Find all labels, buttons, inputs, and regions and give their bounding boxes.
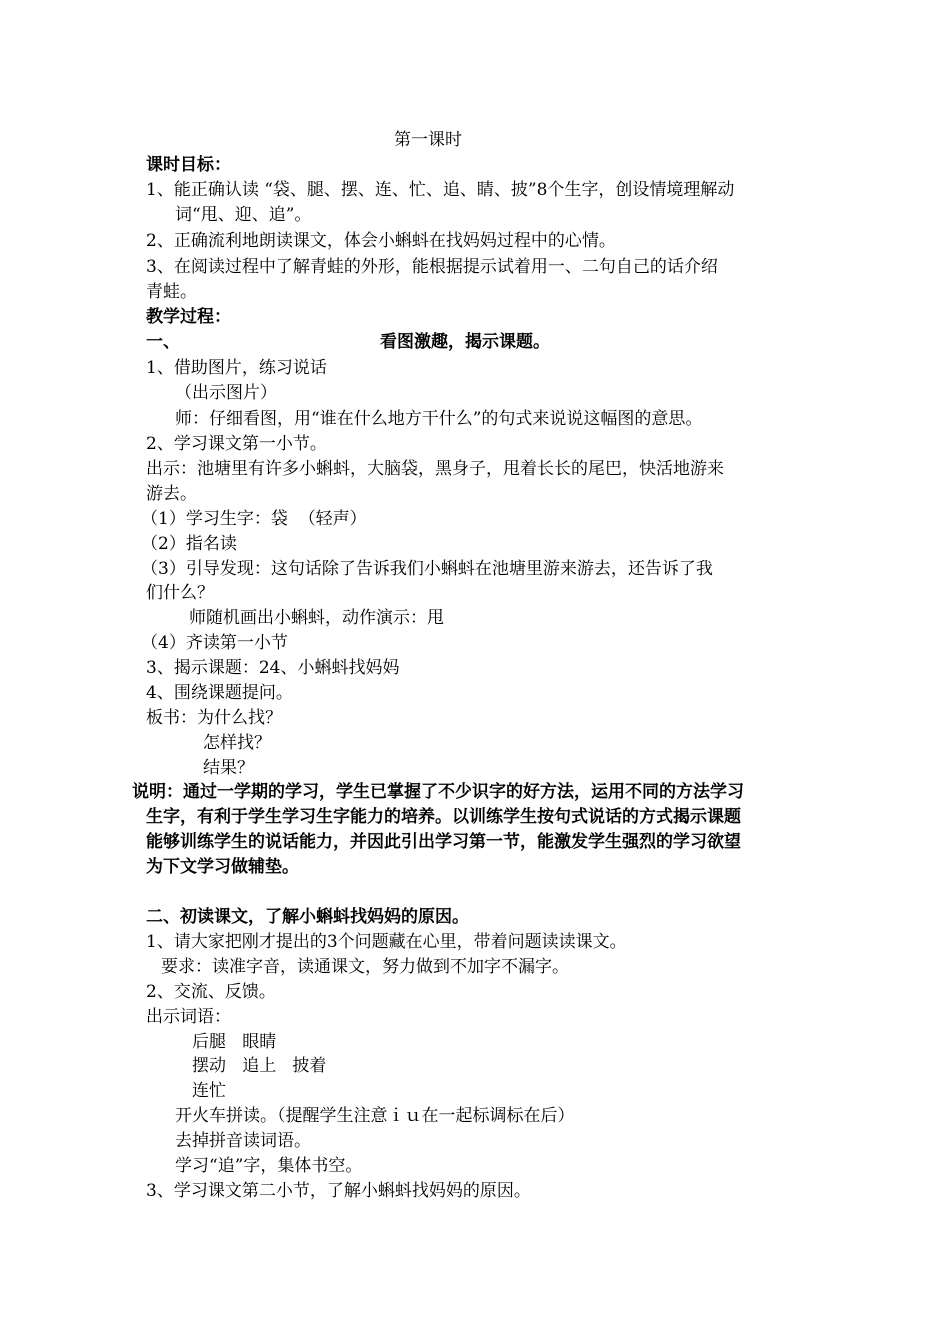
note-line-1: 说明：通过一学期的学习，学生已掌握了不少识字的好方法，运用不同的方法学习 [132,782,744,802]
step-1-2-part-3-line-3: 师随机画出小蝌蚪，动作演示：甩 [189,608,444,628]
note-line-4: 为下文学习做辅垫。 [146,857,299,877]
train-reading: 开火车拼读。（提醒学生注意ｉｕ在一起标调标在后） [175,1106,575,1126]
objective-3-line-1: 3、在阅读过程中了解青蛙的外形，能根据提示试着用一、二句自己的话介绍 [146,257,718,277]
step-2-3: 3、学习课文第二小节，了解小蝌蚪找妈妈的原因。 [146,1181,531,1201]
words-label: 出示词语： [146,1007,231,1027]
words-row-3: 连忙 [192,1081,226,1101]
objective-2: 2、正确流利地朗读课文，体会小蝌蚪在找妈妈过程中的心情。 [146,231,616,251]
step-2-1: 1、请大家把刚才提出的3个问题藏在心里，带着问题读读课文。 [146,932,627,952]
objective-1-line-1: 1、能正确认读 “袋、腿、摆、连、忙、追、睛、披”8个生字，创设情境理解动 [146,180,735,200]
step-1-1: 1、借助图片，练习说话 [146,358,327,378]
step-1-1-teacher: 师：仔细看图，用“谁在什么地方干什么”的句式来说说这幅图的意思。 [175,409,703,429]
step-1-3: 3、揭示课题：24、小蝌蚪找妈妈 [146,658,400,678]
note-line-2: 生字，有利于学生学习生字能力的培养。以训练学生按句式说话的方式揭示课题 [146,807,741,827]
step-1-2-part-2: （2）指名读 [141,534,237,554]
words-row-2: 摆动 追上 披着 [192,1056,327,1076]
step-1-2-show-line-1: 出示：池塘里有许多小蝌蚪，大脑袋，黑身子，甩着长长的尾巴，快活地游来 [146,459,724,479]
step-1-2-part-1: （1）学习生字：袋 （轻声） [141,509,367,529]
process-heading: 教学过程： [146,307,231,327]
step-1-2-part-3-line-2: 们什么？ [146,583,214,603]
step-1-4: 4、围绕课题提问。 [146,683,293,703]
section-2-title: 二、初读课文，了解小蝌蚪找妈妈的原因。 [146,907,469,927]
step-1-2-show-line-2: 游去。 [146,484,197,504]
board-line-3: 结果？ [203,758,254,778]
board-line-1: 板书：为什么找？ [146,708,282,728]
section-1-title: 看图激趣，揭示课题。 [380,332,550,352]
objective-3-line-2: 青蛙。 [146,282,197,302]
step-1-2: 2、学习课文第一小节。 [146,434,327,454]
objective-1-line-2: 词“甩、迎、追”。 [175,205,312,225]
step-1-2-part-3-line-1: （3）引导发现：这句话除了告诉我们小蝌蚪在池塘里游来游去，还告诉了我 [141,559,713,579]
step-1-2-part-4: （4）齐读第一小节 [141,633,288,653]
objectives-heading: 课时目标： [146,155,231,175]
step-2-2: 2、交流、反馈。 [146,982,276,1002]
learn-zhui: 学习“追”字，集体书空。 [175,1156,363,1176]
step-1-1-show: （出示图片） [175,383,277,403]
note-line-3: 能够训练学生的说话能力，并因此引出学习第一节，能激发学生强烈的学习欲望 [146,832,741,852]
step-2-1-requirement: 要求：读准字音，读通课文，努力做到不加字不漏字。 [161,957,569,977]
section-1-number: 一、 [146,332,180,352]
board-line-2: 怎样找？ [203,733,271,753]
lesson-title: 第一课时 [394,130,462,150]
no-pinyin-reading: 去掉拼音读词语。 [175,1131,311,1151]
words-row-1: 后腿 眼睛 [192,1032,277,1052]
